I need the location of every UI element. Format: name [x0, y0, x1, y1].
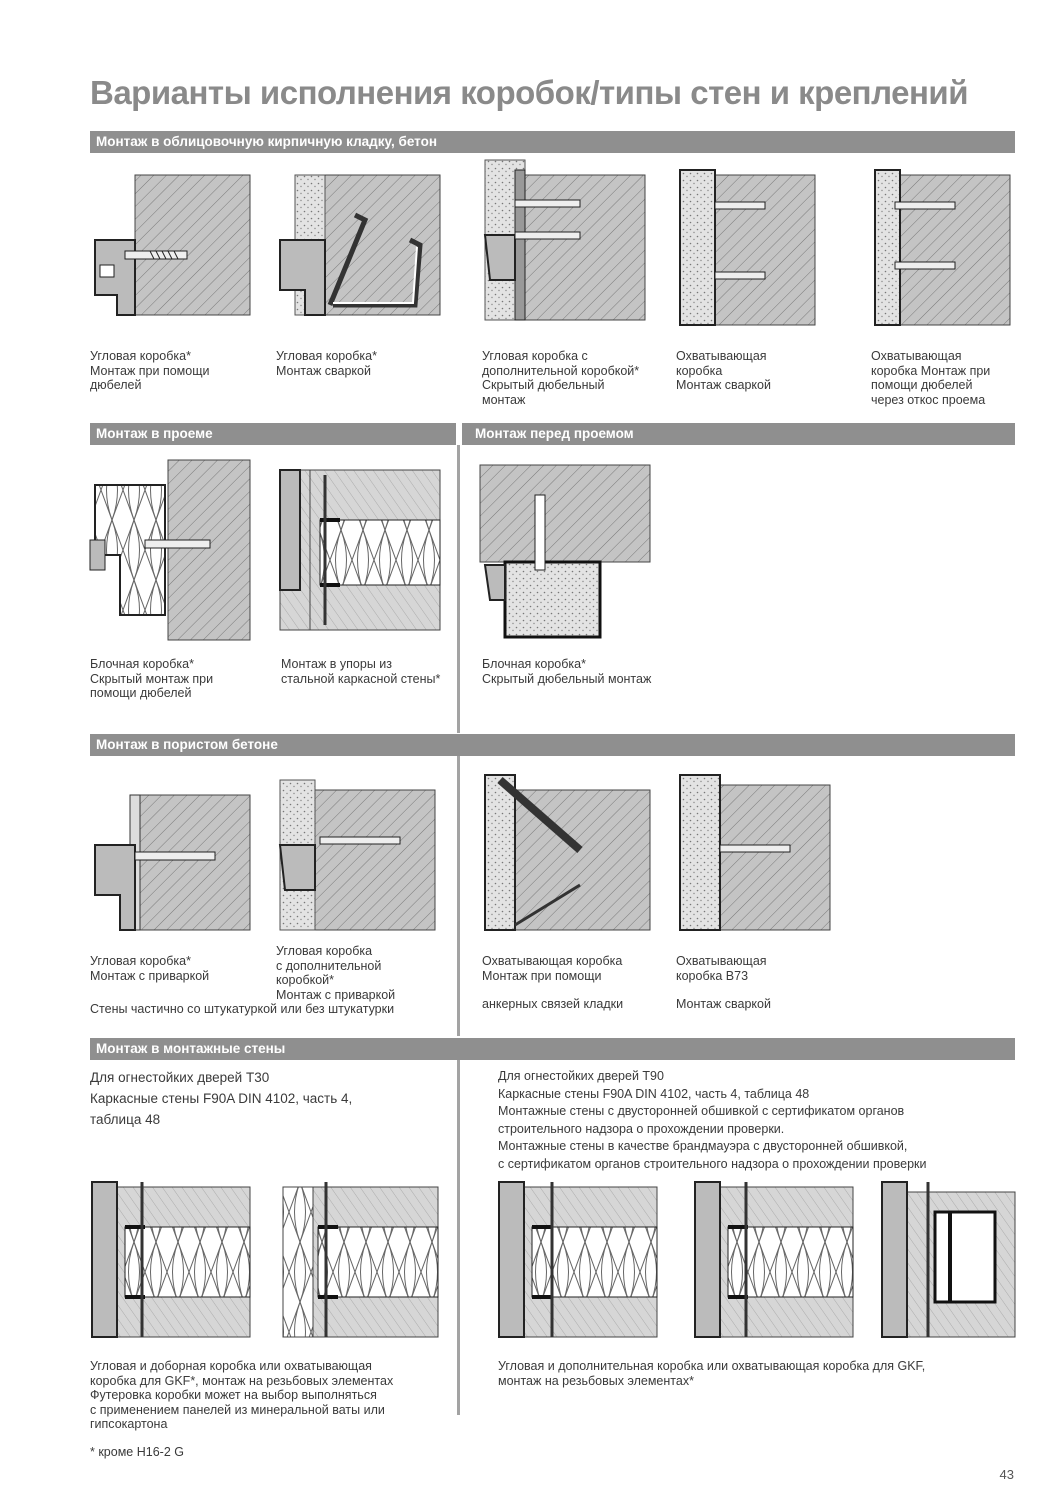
figure-block-frame-dowel [90, 460, 255, 645]
column-divider-4 [457, 1060, 460, 1415]
figure-corner-frame-dowel [90, 175, 255, 330]
caption-row1-2: Угловая коробка* Монтаж сваркой [276, 349, 377, 378]
t30-info: Для огнестойких дверей T30 Каркасные стены F90A DIN 4102, часть 4, таблица 48 [90, 1070, 353, 1127]
caption-row3-1: Угловая коробка* Монтаж с приваркой [90, 954, 210, 983]
figure-corner-frame-extra-frame [480, 160, 650, 330]
t90-info: Для огнестойких дверей T90 Каркасные стены F90A DIN 4102, часть 4, таблица 48 Монтажные стены с двусторонней обшивкой с сертификатом органов строительного надзора о прохождении проверки. Монтажные стены в качестве брандмауэра с двусторонней обшивкой, с сертификатом органов строительного надзора о прохождении проверки [498, 1069, 927, 1171]
figure-partition-t90-a [497, 1182, 662, 1342]
caption-row1-5: Охватывающая коробка Монтаж при помощи дюбелей через откос проема [871, 349, 991, 407]
section-bar-before-opening: Монтаж перед проемом [469, 423, 1015, 445]
caption-row2-3: Блочная коробка* Скрытый дюбельный монтаж [482, 657, 652, 686]
figure-partition-t30-a [90, 1182, 255, 1342]
figure-wrap-frame-weld [675, 165, 820, 330]
footnote: * кроме H16-2 G [90, 1445, 184, 1459]
caption-row4-left: Угловая и доборная коробка или охватывающая коробка для GKF*, монтаж на резьбовых элементах Футеровка коробки может на выбор выполняться с применением панелей из минеральной ваты или гипсокартона [90, 1359, 394, 1431]
section-label-in-opening: Монтаж в проеме [96, 426, 213, 441]
figure-block-frame-before-opening [480, 465, 655, 645]
caption-row3-4: Охватывающая коробка B73 [676, 954, 767, 983]
figure-wrap-frame-dowel [870, 165, 1015, 330]
caption-row1-3: Угловая коробка с дополнительной коробкой* Скрытый дюбельный монтаж [482, 349, 640, 407]
section-bar-partition-walls: Монтаж в монтажные стены [90, 1038, 1015, 1060]
figure-wrap-frame-b73 [675, 770, 835, 935]
column-divider-3 [457, 756, 460, 1036]
caption-row4-right: Угловая и дополнительная коробка или охватывающая коробка для GKF, монтаж на резьбовых элементах* [498, 1359, 926, 1388]
figure-corner-frame-weld-aerated [90, 790, 255, 935]
figure-corner-frame-extra-aerated [275, 775, 440, 935]
page-number: 43 [999, 1467, 1014, 1482]
figure-partition-t30-b [278, 1182, 443, 1342]
caption-row1-1: Угловая коробка* Монтаж при помощи дюбелей [90, 349, 210, 392]
figure-partition-firewall [880, 1182, 1015, 1342]
caption-anchor: анкерных связей кладки [482, 997, 624, 1011]
caption-row2-2: Монтаж в упоры из стальной каркасной стены* [281, 657, 441, 686]
page-title: Варианты исполнения коробок/типы стен и креплений [90, 74, 969, 111]
caption-row3-2: Угловая коробка с дополнительной коробкой* Монтаж с приваркой [276, 944, 396, 1002]
figure-partition-t90-b [693, 1182, 858, 1342]
column-divider-2 [457, 445, 460, 733]
caption-weld: Монтаж сваркой [676, 997, 771, 1011]
figure-steel-stud-wall [275, 470, 445, 635]
figure-corner-frame-weld [275, 175, 445, 330]
section-bar-brick: Монтаж в облицовочную кирпичную кладку, бетон [90, 131, 1015, 153]
caption-row3-3: Охватывающая коробка Монтаж при помощи [482, 954, 623, 983]
caption-row1-4: Охватывающая коробка Монтаж сваркой [676, 349, 771, 392]
section-bar-divider [456, 423, 462, 445]
caption-plaster: Стены частично со штукатуркой или без штукатурки [90, 1002, 395, 1016]
figure-wrap-frame-anchor [480, 770, 655, 935]
caption-row2-1: Блочная коробка* Скрытый монтаж при помощи дюбелей [90, 657, 214, 700]
section-bar-aerated-concrete: Монтаж в пористом бетоне [90, 734, 1015, 756]
